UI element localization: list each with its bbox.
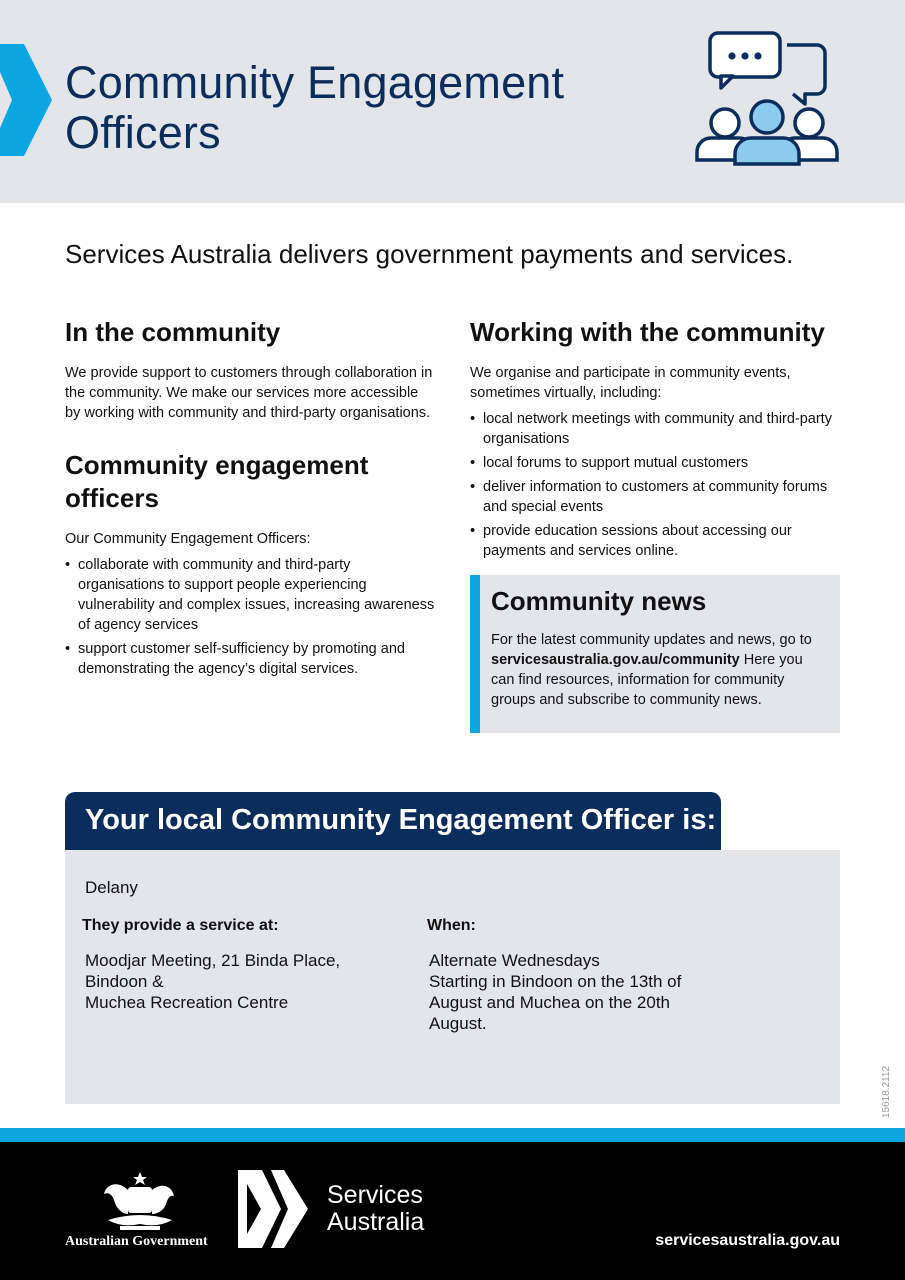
list-item: • support customer self-sufficiency by promoting and demonstrating the agency’s digital services. <box>65 639 437 679</box>
intro-statement: Services Australia delivers government payments and services. <box>65 239 794 269</box>
location-line: Moodjar Meeting, 21 Binda Place, <box>85 951 341 970</box>
schedule-line: Alternate Wednesdays <box>429 951 600 970</box>
local-officer-heading: Your local Community Engagement Officer is: <box>85 804 717 836</box>
footer-website-link[interactable]: servicesaustralia.gov.au <box>655 1232 840 1249</box>
community-people-speech-icon <box>693 30 843 166</box>
australian-government-label: Australian Government <box>65 1234 208 1249</box>
chevron-accent-icon <box>0 44 52 156</box>
when-label: When: <box>427 917 476 934</box>
services-australia-chevron-icon <box>238 1170 308 1248</box>
header-banner <box>0 0 905 203</box>
services-australia-wordmark <box>327 1182 424 1236</box>
callout-accent-bar <box>470 575 480 733</box>
community-news-link[interactable]: servicesaustralia.gov.au/community <box>491 652 740 668</box>
community-news-callout <box>470 575 840 733</box>
document-reference: 15618.2112 <box>881 1065 892 1118</box>
community-news-heading: Community news <box>491 586 707 616</box>
officers-lead: Our Community Engagement Officers: <box>65 531 311 547</box>
brand-line-1: Services <box>327 1181 423 1209</box>
community-engagement-officers-heading: Community engagement officers <box>65 450 369 513</box>
working-with-community-lead: We organise and participate in community events, sometimes virtually, including: <box>470 365 791 401</box>
list-item: • local network meetings with community and third-party organisations <box>470 409 842 449</box>
schedule-line: August. <box>429 1014 487 1033</box>
officer-name: Delany <box>85 878 138 897</box>
in-the-community-body: We provide support to customers through collaboration in the community. We make our services more accessible by working with community and third-party organisations. <box>65 365 433 421</box>
coat-of-arms-icon <box>98 1170 182 1232</box>
schedule-line: August and Muchea on the 20th <box>429 993 671 1012</box>
schedule-details <box>429 950 719 1034</box>
working-bullet-list <box>470 409 842 561</box>
location-line: Muchea Recreation Centre <box>85 993 289 1012</box>
location-details <box>85 950 385 1013</box>
in-the-community-heading: In the community <box>65 317 281 347</box>
schedule-line: Starting in Bindoon on the 13th of <box>429 972 682 991</box>
right-column <box>470 316 842 565</box>
community-news-body <box>491 630 826 710</box>
brand-line-2: Australia <box>327 1208 425 1236</box>
local-officer-tab <box>65 792 721 850</box>
location-label: They provide a service at: <box>82 917 279 934</box>
local-officer-panel <box>65 850 840 1104</box>
location-line: Bindoon & <box>85 972 164 991</box>
list-item: • local forums to support mutual customers <box>470 453 842 473</box>
footer-accent-stripe <box>0 1128 905 1142</box>
list-item: • collaborate with community and third-party organisations to support people experiencing vulnerability and complex issues, increasing awareness of agency services <box>65 555 437 635</box>
title-line-1: Community Engagement <box>65 57 565 108</box>
news-text-after-link: Here you can find resources, information for community groups and subscribe to community news. <box>491 652 803 708</box>
officers-bullet-list <box>65 555 437 679</box>
list-item: • deliver information to customers at community forums and special events <box>470 477 842 517</box>
page-title <box>65 58 564 158</box>
working-with-community-heading: Working with the community <box>470 317 825 347</box>
footer <box>0 1142 905 1280</box>
list-item: • provide education sessions about accessing our payments and services online. <box>470 521 842 561</box>
news-text-before-link: For the latest community updates and news, go to <box>491 632 812 648</box>
title-line-2: Officers <box>65 107 221 158</box>
left-column <box>65 316 437 683</box>
